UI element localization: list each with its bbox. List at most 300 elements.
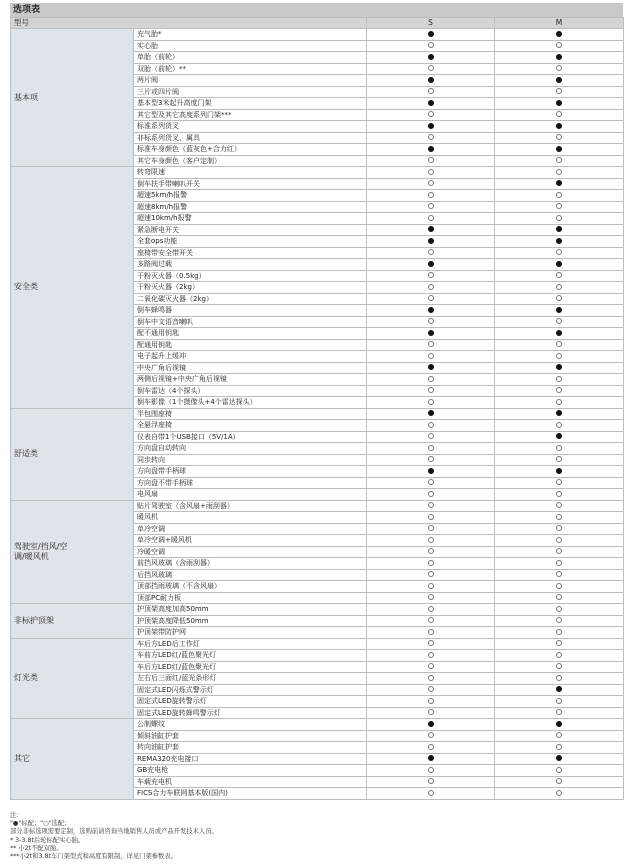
note-line: 注： [10,812,23,819]
table-row [11,408,624,420]
optional-circle-icon [556,583,562,589]
standard-dot-icon [556,261,562,267]
optional-circle-icon [556,376,562,382]
optional-circle-icon [428,640,434,646]
mark-cell-m [495,500,624,512]
mark-cell-m [495,523,624,535]
option-label: 干粉灭火器（2kg） [134,282,367,294]
mark-cell-s [367,500,495,512]
option-label: 其它车身颜色（客户定制） [134,155,367,167]
category-label: 其它 [11,719,134,800]
option-label: 前挡风玻璃（含雨刮器） [134,558,367,570]
optional-circle-icon [428,502,434,508]
optional-circle-icon [556,215,562,221]
optional-circle-icon [428,571,434,577]
option-label: FICS合力车联网基本版(国内) [134,788,367,800]
standard-dot-icon [556,31,562,37]
standard-dot-icon [556,146,562,152]
standard-dot-icon [556,686,562,692]
column-header-s: S [367,18,495,29]
option-label: REMA320充电接口 [134,753,367,765]
mark-cell-s [367,293,495,305]
optional-circle-icon [556,341,562,347]
standard-dot-icon [556,755,562,761]
note-line: ** 小2t不配双胎。 [10,844,63,852]
mark-cell-s [367,328,495,340]
optional-circle-icon [556,272,562,278]
optional-circle-icon [556,192,562,198]
mark-cell-s [367,719,495,731]
option-label: 同步转向 [134,454,367,466]
optional-circle-icon [428,629,434,635]
standard-dot-icon [556,100,562,106]
mark-cell-s [367,569,495,581]
optional-circle-icon [428,42,434,48]
option-label: 车后方LED后工作灯 [134,638,367,650]
mark-cell-m [495,443,624,455]
table-row [11,604,624,616]
mark-cell-s [367,75,495,87]
option-label: 双胎（前轮）** [134,63,367,75]
optional-circle-icon [556,790,562,796]
standard-dot-icon [428,54,434,60]
optional-circle-icon [556,652,562,658]
option-label: 非标系列货叉、属具 [134,132,367,144]
mark-cell-m [495,604,624,616]
optional-circle-icon [428,157,434,163]
option-label: 护顶架带防护网 [134,627,367,639]
category-label: 驾驶室/挡风/空调/暖风机 [11,500,134,604]
mark-cell-s [367,592,495,604]
standard-dot-icon [556,364,562,370]
mark-cell-m [495,385,624,397]
option-label: 配通用钥匙 [134,339,367,351]
mark-cell-s [367,512,495,524]
mark-cell-m [495,374,624,386]
mark-cell-s [367,109,495,121]
mark-cell-m [495,328,624,340]
mark-cell-m [495,316,624,328]
mark-cell-m [495,546,624,558]
note-line: 部分非标选项需要定制，选购前请咨询当地销售人员或产品开发技术人员。 [10,828,218,836]
option-label: 转弯限速 [134,167,367,179]
optional-circle-icon [556,663,562,669]
mark-cell-m [495,293,624,305]
option-label: 顶部挡雨玻璃（不含风扇） [134,581,367,593]
option-label: 仪表自带1个USB接口（5V/1A） [134,431,367,443]
mark-cell-m [495,52,624,64]
option-label: 倒车中文语音喇叭 [134,316,367,328]
optional-circle-icon [428,548,434,554]
mark-cell-s [367,443,495,455]
mark-cell-s [367,788,495,800]
standard-dot-icon [428,100,434,106]
mark-cell-s [367,270,495,282]
mark-cell-m [495,684,624,696]
option-label: 三片或四片阀 [134,86,367,98]
mark-cell-m [495,98,624,110]
optional-circle-icon [556,42,562,48]
option-label: 倒车雷达（4个探头） [134,385,367,397]
optional-circle-icon [556,399,562,405]
standard-dot-icon [556,226,562,232]
standard-dot-icon [556,410,562,416]
mark-cell-s [367,236,495,248]
optional-circle-icon [428,353,434,359]
mark-cell-m [495,86,624,98]
option-label: 倒车影像（1个摄像头+4个雷达探头） [134,397,367,409]
option-label: 超速5km/h报警 [134,190,367,202]
mark-cell-s [367,201,495,213]
mark-cell-m [495,719,624,731]
option-label: 固定式LED旋转蜂鸣警示灯 [134,707,367,719]
optional-circle-icon [428,203,434,209]
option-label: 充气胎* [134,29,367,41]
mark-cell-s [367,650,495,662]
optional-circle-icon [428,88,434,94]
option-label: 公制螺纹 [134,719,367,731]
optional-circle-icon [428,583,434,589]
mark-cell-s [367,546,495,558]
mark-cell-m [495,673,624,685]
mark-cell-s [367,305,495,317]
mark-cell-s [367,362,495,374]
option-label: 座椅带安全带开关 [134,247,367,259]
optional-circle-icon [428,433,434,439]
optional-circle-icon [556,502,562,508]
optional-circle-icon [428,491,434,497]
option-label: 紧急断电开关 [134,224,367,236]
mark-cell-s [367,638,495,650]
mark-cell-s [367,707,495,719]
mark-cell-s [367,167,495,179]
table-row [11,500,624,512]
optional-circle-icon [428,192,434,198]
mark-cell-s [367,132,495,144]
standard-dot-icon [556,54,562,60]
optional-circle-icon [428,686,434,692]
optional-circle-icon [556,617,562,623]
standard-dot-icon [556,77,562,83]
mark-cell-s [367,420,495,432]
option-label: 基本型3米起升高度门架 [134,98,367,110]
mark-cell-s [367,535,495,547]
optional-circle-icon [428,341,434,347]
table-row [11,719,624,731]
optional-circle-icon [428,387,434,393]
optional-circle-icon [428,790,434,796]
mark-cell-s [367,86,495,98]
standard-dot-icon [428,123,434,129]
mark-cell-s [367,489,495,501]
optional-circle-icon [556,491,562,497]
option-label: 全套ops功能 [134,236,367,248]
mark-cell-m [495,282,624,294]
optional-circle-icon [556,249,562,255]
category-label: 灯光类 [11,638,134,719]
option-label: 护顶架高度降低50mm [134,615,367,627]
option-label: 实心胎 [134,40,367,52]
mark-cell-m [495,75,624,87]
mark-cell-m [495,420,624,432]
standard-dot-icon [428,146,434,152]
optional-circle-icon [428,594,434,600]
mark-cell-m [495,592,624,604]
mark-cell-s [367,558,495,570]
option-label: 方向盘自动转向 [134,443,367,455]
standard-dot-icon [428,721,434,727]
mark-cell-s [367,213,495,225]
mark-cell-s [367,523,495,535]
mark-cell-s [367,696,495,708]
mark-cell-s [367,282,495,294]
mark-cell-m [495,178,624,190]
mark-cell-m [495,431,624,443]
mark-cell-m [495,213,624,225]
mark-cell-s [367,661,495,673]
optional-circle-icon [556,284,562,290]
optional-circle-icon [556,606,562,612]
table-row [11,29,624,41]
optional-circle-icon [428,479,434,485]
standard-dot-icon [428,364,434,370]
standard-dot-icon [428,226,434,232]
option-label: 固定式LED旋转警示灯 [134,696,367,708]
option-label: 倒车蜂鸣器 [134,305,367,317]
standard-dot-icon [556,238,562,244]
option-label: 标准系列货叉 [134,121,367,133]
mark-cell-m [495,305,624,317]
optional-circle-icon [428,744,434,750]
optional-circle-icon [556,548,562,554]
option-label: 多路阀过载 [134,259,367,271]
mark-cell-s [367,477,495,489]
optional-circle-icon [556,640,562,646]
mark-cell-m [495,351,624,363]
optional-circle-icon [556,594,562,600]
option-label: 冷暖空调 [134,546,367,558]
optional-circle-icon [428,295,434,301]
optional-circle-icon [556,111,562,117]
optional-circle-icon [428,111,434,117]
optional-circle-icon [428,732,434,738]
option-label: 倒车扶手带喇叭开关 [134,178,367,190]
optional-circle-icon [556,778,562,784]
mark-cell-s [367,374,495,386]
optional-circle-icon [428,778,434,784]
mark-cell-m [495,121,624,133]
standard-dot-icon [428,330,434,336]
mark-cell-m [495,270,624,282]
standard-dot-icon [428,261,434,267]
category-label: 非标护顶架 [11,604,134,639]
mark-cell-s [367,63,495,75]
optional-circle-icon [556,698,562,704]
optional-circle-icon [428,272,434,278]
option-label: 单冷空调 [134,523,367,535]
category-label: 基本项 [11,29,134,167]
optional-circle-icon [556,445,562,451]
mark-cell-m [495,362,624,374]
optional-circle-icon [556,88,562,94]
option-label: 贴片驾驶室（含风扇+雨刮器） [134,500,367,512]
column-header-m: M [495,18,624,29]
standard-dot-icon [428,468,434,474]
standard-dot-icon [556,123,562,129]
mark-cell-s [367,316,495,328]
option-label: 车前方LED红/蓝色聚光灯 [134,650,367,662]
standard-dot-icon [556,307,562,313]
optional-circle-icon [428,376,434,382]
optional-circle-icon [556,629,562,635]
mark-cell-m [495,247,624,259]
optional-circle-icon [556,767,562,773]
optional-circle-icon [428,180,434,186]
mark-cell-m [495,397,624,409]
optional-circle-icon [556,295,562,301]
mark-cell-m [495,765,624,777]
mark-cell-m [495,753,624,765]
mark-cell-m [495,788,624,800]
mark-cell-m [495,236,624,248]
mark-cell-m [495,707,624,719]
option-label: 电子起升上缓冲 [134,351,367,363]
mark-cell-m [495,167,624,179]
option-label: 电风扇 [134,489,367,501]
mark-cell-m [495,638,624,650]
mark-cell-m [495,776,624,788]
mark-cell-s [367,604,495,616]
option-label: 方向盘带手柄球 [134,466,367,478]
standard-dot-icon [556,468,562,474]
mark-cell-m [495,224,624,236]
mark-cell-m [495,109,624,121]
mark-cell-s [367,466,495,478]
option-label: 标准车身颜色（蓝灰色+合力红） [134,144,367,156]
standard-dot-icon [428,410,434,416]
mark-cell-s [367,753,495,765]
mark-cell-s [367,431,495,443]
mark-cell-m [495,730,624,742]
mark-cell-s [367,351,495,363]
note-line: * 3-3.8t后轮标配实心胎。 [10,836,85,844]
option-label: 其它型及其它高度系列门架*** [134,109,367,121]
mark-cell-m [495,512,624,524]
mark-cell-s [367,742,495,754]
mark-cell-s [367,385,495,397]
mark-cell-m [495,489,624,501]
mark-cell-s [367,98,495,110]
mark-cell-m [495,661,624,673]
mark-cell-s [367,684,495,696]
optional-circle-icon [556,203,562,209]
mark-cell-s [367,52,495,64]
optional-circle-icon [556,169,562,175]
optional-circle-icon [428,675,434,681]
option-label: 中央广角后视镜 [134,362,367,374]
optional-circle-icon [428,525,434,531]
mark-cell-m [495,190,624,202]
mark-cell-s [367,190,495,202]
note-line: ***小2t和3.8t车门架型式和高度有限制，详见门架参数表。 [10,853,177,861]
mark-cell-m [495,535,624,547]
optional-circle-icon [428,422,434,428]
optional-circle-icon [556,353,562,359]
optional-circle-icon [556,525,562,531]
option-label: 半包围座椅 [134,408,367,420]
optional-circle-icon [556,537,562,543]
option-label: 单胎（前轮） [134,52,367,64]
option-label: 转向油缸护套 [134,742,367,754]
option-label: 车载充电机 [134,776,367,788]
option-label: 超速8km/h报警 [134,201,367,213]
standard-dot-icon [556,433,562,439]
mark-cell-s [367,247,495,259]
optional-circle-icon [556,514,562,520]
mark-cell-m [495,144,624,156]
optional-circle-icon [428,698,434,704]
mark-cell-m [495,650,624,662]
model-header: 型号 [11,18,367,29]
option-label: 单冷空调+暖风机 [134,535,367,547]
option-label: 两侧后视镜+中央广角后视镜 [134,374,367,386]
option-label: 车后方LED红/蓝色聚光灯 [134,661,367,673]
standard-dot-icon [428,77,434,83]
optional-circle-icon [428,606,434,612]
optional-circle-icon [556,675,562,681]
mark-cell-m [495,454,624,466]
page-title: 选项表 [10,3,623,17]
mark-cell-s [367,178,495,190]
mark-cell-m [495,477,624,489]
optional-circle-icon [428,284,434,290]
optional-circle-icon [428,445,434,451]
table-row [11,638,624,650]
optional-circle-icon [556,134,562,140]
mark-cell-s [367,776,495,788]
option-label: 两片阀 [134,75,367,87]
category-label: 安全类 [11,167,134,409]
option-label: 超速10km/h报警 [134,213,367,225]
mark-cell-m [495,569,624,581]
optional-circle-icon [428,456,434,462]
option-label: 顶部PC耐力板 [134,592,367,604]
standard-dot-icon [428,307,434,313]
optional-circle-icon [556,456,562,462]
mark-cell-m [495,615,624,627]
mark-cell-s [367,615,495,627]
mark-cell-s [367,121,495,133]
mark-cell-s [367,673,495,685]
optional-circle-icon [556,65,562,71]
mark-cell-s [367,144,495,156]
table-header-row [11,18,624,29]
mark-cell-m [495,132,624,144]
mark-cell-m [495,408,624,420]
optional-circle-icon [428,318,434,324]
optional-circle-icon [556,709,562,715]
standard-dot-icon [556,180,562,186]
option-label: 干粉灭火器（0.5kg） [134,270,367,282]
mark-cell-s [367,408,495,420]
mark-cell-m [495,581,624,593]
mark-cell-m [495,63,624,75]
optional-circle-icon [428,537,434,543]
option-label: 全悬浮座椅 [134,420,367,432]
mark-cell-s [367,224,495,236]
optional-circle-icon [428,560,434,566]
mark-cell-s [367,627,495,639]
